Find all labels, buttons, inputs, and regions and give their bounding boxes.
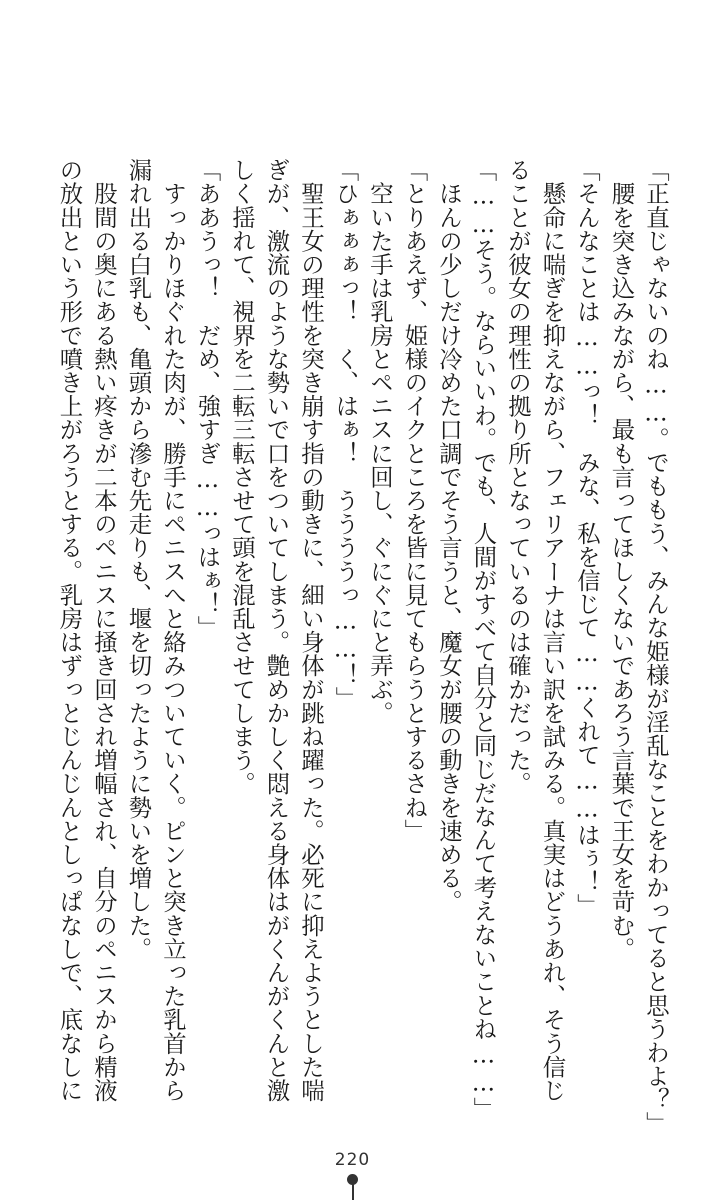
text-line: の放出という形で噴き上がろうとする。乳房はずっとじんじんとしっぱなしで、底なしに bbox=[55, 158, 84, 1102]
text-line: ることが彼女の理性の拠り所となっているのは確かだった。 bbox=[504, 158, 532, 796]
text-line: 「とりあえず、姫様のイクところを皆に見てもらうとするさね」 bbox=[400, 158, 429, 843]
text-line: 「ひぁぁぁっ！ く、はぁ！ ううううっ……！」 bbox=[331, 158, 360, 710]
text-line: 「そんなことは……っ！ みな、私を信じて……くれて……はぅ！」 bbox=[573, 158, 601, 918]
text-line: 「正直じゃないのね……。でももう、みんな姫様が淫乱なことをわかってると思うわよ？」 bbox=[642, 158, 670, 1135]
text-line: 股間の奥にある熱い疼きが二本のペニスに掻き回され増幅され、自分のペニスから精液 bbox=[90, 158, 118, 1102]
marker-stem bbox=[352, 1184, 354, 1200]
text-line: ほんの少しだけ冷めた口調でそう言うと、魔女が腰の動きを速める。 bbox=[435, 158, 463, 914]
text-line: しく揺れて、視界を二転三転させて頭を混乱させてしまう。 bbox=[228, 158, 256, 796]
text-line: 「……そう。ならいいわ。でも、人間がすべて自分と同じだなんて考えないことね……」 bbox=[469, 158, 498, 1121]
text-line: 懸命に喘ぎを抑えながら、フェリアーナは言い訳を試みる。真実はどうあれ、そう信じ bbox=[538, 158, 567, 1102]
text-line: 聖王女の理性を突き崩す指の動きに、細い身体が跳ね躍った。必死に抑えようとした喘 bbox=[297, 158, 325, 1102]
text-line: 「ああうっ！ だめ、強すぎ……っはぁ！」 bbox=[193, 158, 222, 640]
page-number: 220 bbox=[334, 1150, 371, 1170]
text-line: 漏れ出る白乳も、亀頭から滲む先走りも、堰を切ったように勢いを増した。 bbox=[124, 158, 153, 961]
page-marker-icon bbox=[346, 1174, 359, 1200]
text-line: すっかりほぐれた肉が、勝手にペニスへと絡みついていく。ピンと突き立った乳首から bbox=[159, 158, 187, 1102]
text-line: ぎが、激流のような勢いで口をついてしまう。艶めかしく悶える身体はがくんがくんと激 bbox=[262, 158, 291, 1102]
text-line: 空いた手は乳房とペニスに回し、ぐにぐにと弄ぶ。 bbox=[366, 158, 394, 725]
body-text bbox=[55, 158, 673, 1135]
text-line: 腰を突き込みながら、最も言ってほしくないであろう言葉で王女を苛む。 bbox=[607, 158, 636, 961]
